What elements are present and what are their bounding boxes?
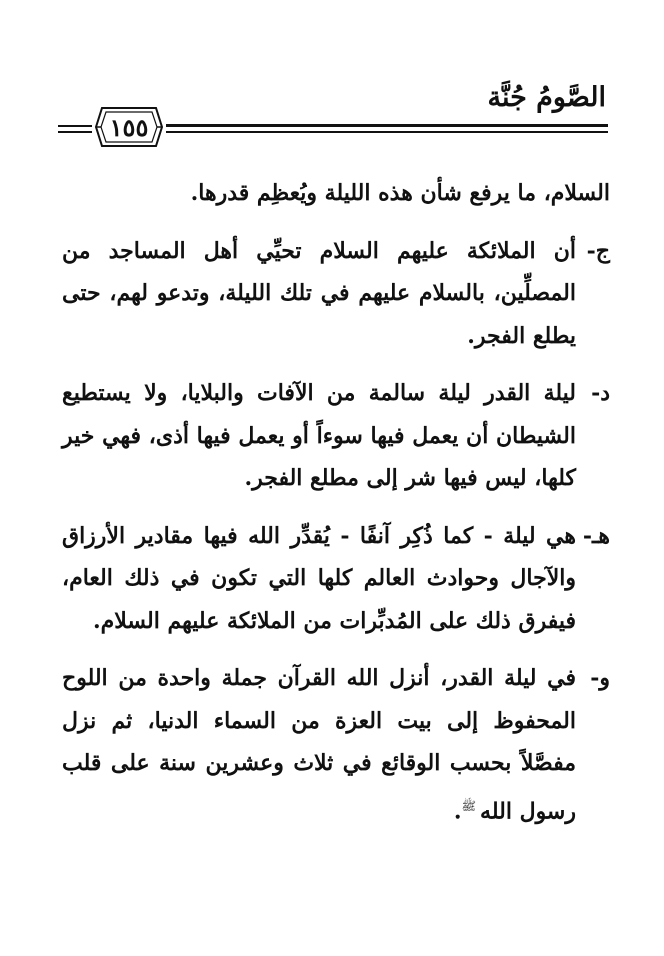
item-marker: د- bbox=[591, 380, 610, 406]
running-header-title: الصَّومُ جُنَّة bbox=[487, 82, 606, 113]
rule-line-left-top bbox=[58, 125, 92, 127]
list-item bbox=[62, 515, 610, 643]
item-text: أن الملائكة عليهم السلام تحيِّي أهل المساجد من المصلِّين، بالسلام عليهم في تلك الليلة، وتدعو لهم، حتى يطلع الفجر. bbox=[62, 237, 576, 349]
item-text: ليلة القدر ليلة سالمة من الآفات والبلايا، ولا يستطيع الشيطان أن يعمل فيها سوءاً أو يعمل فيها أذى، فهي خير كلها، ليس فيها شر إلى مطلع الفجر. bbox=[62, 380, 576, 491]
page-number: ١٥٥ bbox=[109, 112, 149, 142]
list-item bbox=[62, 657, 610, 832]
item-text-wrap: في ليلة القدر، أنزل الله القرآن جملة واحدة من اللوح المحفوظ إلى بيت العزة من السماء الدنيا، ثم نزل مفصَّلاً بحسب الوقائع في ثلاث وعشرين سنة على قلب رسول الله$^ﷺ$. bbox=[62, 665, 576, 824]
rule-line-right-bottom bbox=[166, 131, 608, 133]
item-marker: و- bbox=[590, 665, 610, 691]
continuation-paragraph: السلام، ما يرفع شأن هذه الليلة ويُعظِم قدرها. bbox=[190, 180, 610, 206]
page-number-frame bbox=[94, 102, 164, 152]
item-marker: ج- bbox=[586, 237, 610, 264]
item-text: في ليلة القدر، أنزل الله القرآن جملة واحدة من اللوح المحفوظ إلى بيت العزة من السماء الدنيا، ثم نزل مفصَّلاً بحسب الوقائع في ثلاث وعشرين سنة على قلب رسول الله bbox=[62, 665, 576, 824]
honorific-symbol: ﷺ bbox=[461, 798, 477, 813]
list-item bbox=[62, 230, 610, 358]
rule-line-left-bottom bbox=[58, 131, 92, 133]
header-rule bbox=[58, 112, 608, 142]
rule-line-right-top bbox=[166, 124, 608, 127]
list-item bbox=[62, 372, 610, 500]
page-body bbox=[62, 172, 610, 847]
item-text: هي ليلة - كما ذُكِر آنفًا - يُقدِّر الله فيها مقادير الأرزاق والآجال وحوادث العالم كلها التي تكون في ذلك العام، فيفرق ذلك على المُدبِّرات من الملائكة عليهم السلام. bbox=[62, 522, 576, 634]
item-marker: هـ- bbox=[582, 522, 610, 549]
